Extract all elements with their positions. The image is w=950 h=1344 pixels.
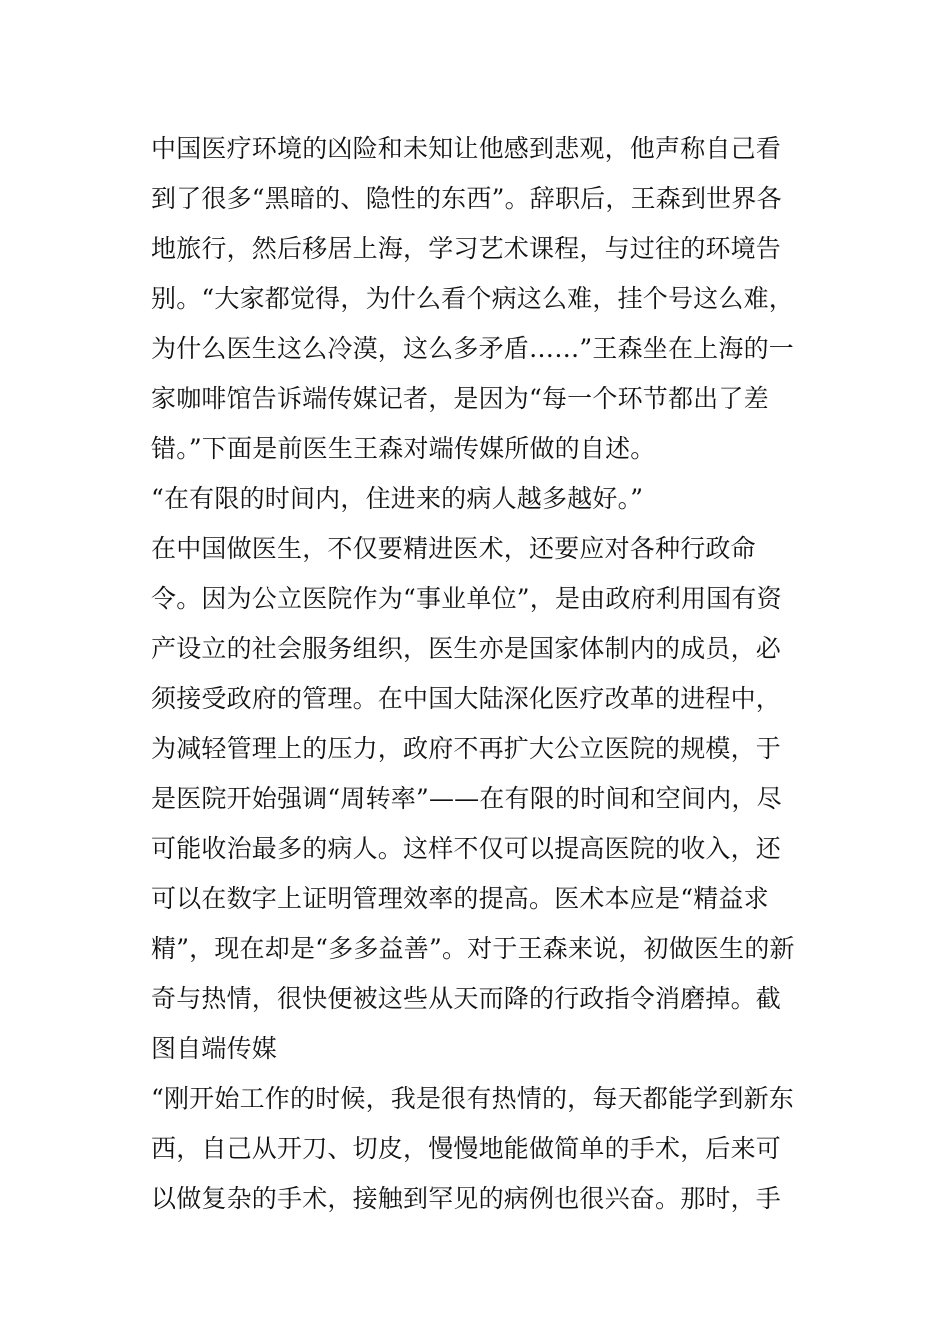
text-line: 奇与热情，很快便被这些从天而降的行政指令消磨掉。截 bbox=[151, 984, 782, 1013]
text-line: 家咖啡馆告诉端传媒记者，是因为“每一个环节都出了差 bbox=[151, 384, 769, 413]
text-line: 是医院开始强调“周转率”——在有限的时间和空间内，尽 bbox=[151, 784, 782, 813]
text-line: 错。”下面是前医生王森对端传媒所做的自述。 bbox=[151, 434, 656, 463]
text-line: 到了很多“黑暗的、隐性的东西”。辞职后，王森到世界各 bbox=[151, 184, 782, 213]
text-line: 为什么医生这么冷漠，这么多矛盾……”王森坐在上海的一 bbox=[151, 334, 794, 363]
article-body bbox=[151, 124, 811, 1224]
text-line: 图自端传媒 bbox=[151, 1034, 278, 1063]
text-line: 产设立的社会服务组织，医生亦是国家体制内的成员，必 bbox=[151, 634, 782, 663]
text-line: 精”，现在却是“多多益善”。对于王森来说，初做医生的新 bbox=[151, 934, 795, 963]
text-line: 为减轻管理上的压力，政府不再扩大公立医院的规模，于 bbox=[151, 734, 782, 763]
section-heading-quote: “在有限的时间内，住进来的病人越多越好。” bbox=[151, 484, 644, 513]
text-line: 可以在数字上证明管理效率的提高。医术本应是“精益求 bbox=[151, 884, 769, 913]
text-line: 以做复杂的手术，接触到罕见的病例也很兴奋。那时，手 bbox=[151, 1184, 782, 1213]
text-line: 西，自己从开刀、切皮，慢慢地能做简单的手术，后来可 bbox=[151, 1134, 782, 1163]
text-line: 可能收治最多的病人。这样不仅可以提高医院的收入，还 bbox=[151, 834, 782, 863]
text-line: 别。“大家都觉得，为什么看个病这么难，挂个号这么难， bbox=[151, 284, 794, 313]
text-line: 地旅行，然后移居上海，学习艺术课程，与过往的环境告 bbox=[151, 234, 782, 263]
text-line: 中国医疗环境的凶险和未知让他感到悲观，他声称自己看 bbox=[151, 134, 782, 163]
text-line: 须接受政府的管理。在中国大陆深化医疗改革的进程中， bbox=[151, 684, 782, 713]
text-line: 令。因为公立医院作为“事业单位”，是由政府利用国有资 bbox=[151, 584, 782, 613]
text-line: “刚开始工作的时候，我是很有热情的，每天都能学到新东 bbox=[151, 1084, 794, 1113]
text-line: 在中国做医生，不仅要精进医术，还要应对各种行政命 bbox=[151, 534, 756, 563]
